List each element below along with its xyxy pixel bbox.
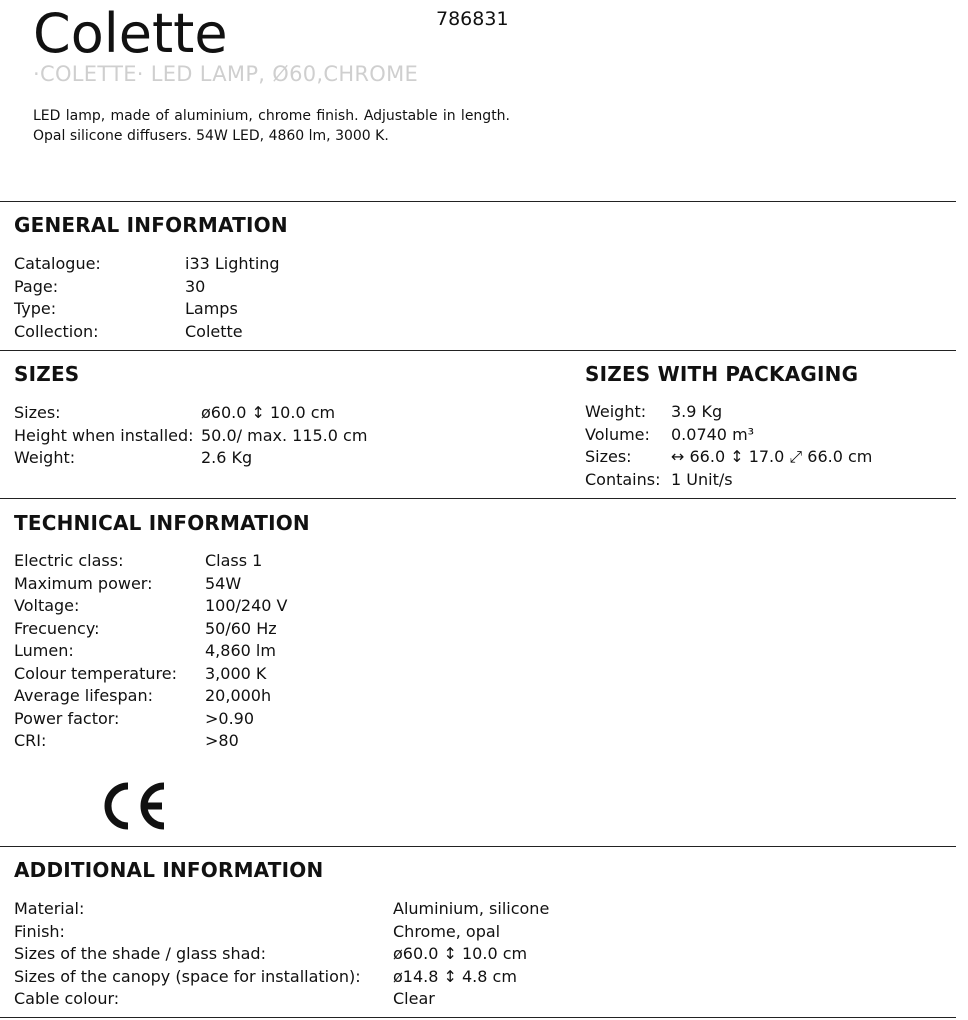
info-value: 50.0/ max. 115.0 cm — [201, 425, 368, 445]
info-key: Type: — [14, 299, 57, 318]
info-row — [14, 573, 288, 596]
info-value: 1 Unit/s — [671, 469, 733, 489]
info-row — [14, 276, 280, 299]
info-key: Weight: — [585, 402, 647, 421]
info-value: Aluminium, silicone — [393, 899, 550, 918]
info-row — [14, 685, 288, 708]
divider-sizes — [0, 350, 956, 351]
info-key: Material: — [14, 899, 85, 918]
info-key: Electric class: — [14, 551, 124, 570]
info-value: ø60.0 ↕ 10.0 cm — [201, 403, 336, 422]
info-value: 50/60 Hz — [205, 618, 277, 638]
info-value: 20,000h — [205, 686, 272, 705]
info-key: Collection: — [14, 321, 99, 341]
product-subtitle: ·COLETTE· LED LAMP, Ø60,CHROME — [33, 62, 419, 86]
info-row — [14, 402, 367, 425]
product-code: 786831 — [436, 8, 509, 30]
info-value: 30 — [185, 276, 206, 296]
info-value: 4,860 lm — [205, 641, 276, 660]
info-key: Voltage: — [14, 596, 80, 615]
info-row — [14, 425, 367, 448]
info-row — [14, 943, 549, 966]
info-key: Catalogue: — [14, 254, 101, 273]
info-value: ↔ 66.0 ↕ 17.0 ⤢ 66.0 cm — [671, 447, 873, 466]
info-key: Maximum power: — [14, 573, 153, 593]
section-title-technical: TECHNICAL INFORMATION — [14, 511, 310, 535]
info-row — [14, 640, 288, 663]
info-row — [14, 253, 280, 276]
info-key: Page: — [14, 276, 59, 296]
info-key: Weight: — [14, 448, 76, 467]
info-key: Volume: — [585, 424, 650, 444]
info-value: 100/240 V — [205, 596, 288, 615]
info-key: Cable colour: — [14, 989, 120, 1008]
info-key: Sizes: — [585, 447, 632, 466]
info-value: 54W — [205, 573, 242, 593]
info-row — [14, 921, 549, 944]
divider-additional — [0, 846, 956, 847]
product-title: Colette — [33, 2, 228, 65]
info-row — [14, 298, 280, 321]
info-key: Frecuency: — [14, 618, 100, 638]
info-value: Class 1 — [205, 551, 263, 570]
info-value: 3,000 K — [205, 663, 267, 683]
technical-list — [14, 550, 288, 753]
info-row — [14, 898, 549, 921]
divider-bottom — [0, 1017, 956, 1018]
info-key: Sizes of the shade / glass shad: — [14, 944, 266, 963]
info-key: Height when installed: — [14, 425, 194, 445]
divider-technical — [0, 498, 956, 499]
info-key: Average lifespan: — [14, 686, 153, 705]
sizes-list — [14, 402, 367, 470]
info-row — [585, 446, 872, 469]
info-key: Lumen: — [14, 641, 74, 660]
info-row — [14, 966, 549, 989]
info-key: Finish: — [14, 921, 65, 941]
info-value: Colette — [185, 321, 243, 341]
section-title-general: GENERAL INFORMATION — [14, 213, 288, 237]
info-row — [585, 469, 872, 492]
packaging-list — [585, 401, 872, 491]
info-value: >0.90 — [205, 708, 255, 728]
info-value: ø60.0 ↕ 10.0 cm — [393, 944, 528, 963]
additional-list — [14, 898, 549, 1011]
info-key: Power factor: — [14, 708, 120, 728]
section-title-packaging: SIZES WITH PACKAGING — [585, 362, 859, 386]
info-key: Sizes: — [14, 403, 61, 422]
section-title-additional: ADDITIONAL INFORMATION — [14, 858, 324, 882]
info-value: 0.0740 m³ — [671, 424, 755, 444]
info-row — [14, 663, 288, 686]
info-value: Clear — [393, 989, 435, 1008]
divider-general — [0, 201, 956, 202]
info-row — [14, 550, 288, 573]
product-description: LED lamp, made of aluminium, chrome finish. Adjustable in length. Opal silicone diffusers. 54W LED, 4860 lm, 3000 K. — [33, 108, 510, 144]
info-row — [14, 595, 288, 618]
general-info-list — [14, 253, 280, 343]
info-value: ø14.8 ↕ 4.8 cm — [393, 966, 517, 986]
info-row — [585, 401, 872, 424]
info-value: 3.9 Kg — [671, 402, 723, 421]
info-key: Sizes of the canopy (space for installation): — [14, 966, 361, 986]
info-value: Chrome, opal — [393, 921, 501, 941]
info-value: Lamps — [185, 299, 238, 318]
ce-mark-icon — [102, 780, 170, 832]
info-row — [14, 321, 280, 344]
info-key: Colour temperature: — [14, 663, 177, 683]
info-key: Contains: — [585, 469, 661, 489]
section-title-sizes: SIZES — [14, 362, 80, 386]
info-value: 2.6 Kg — [201, 448, 253, 467]
info-row — [585, 424, 872, 447]
info-row — [14, 618, 288, 641]
info-row — [14, 447, 367, 470]
info-value: >80 — [205, 731, 239, 750]
info-value: i33 Lighting — [185, 254, 280, 273]
info-key: CRI: — [14, 731, 47, 750]
info-row — [14, 730, 288, 753]
info-row — [14, 708, 288, 731]
info-row — [14, 988, 549, 1011]
